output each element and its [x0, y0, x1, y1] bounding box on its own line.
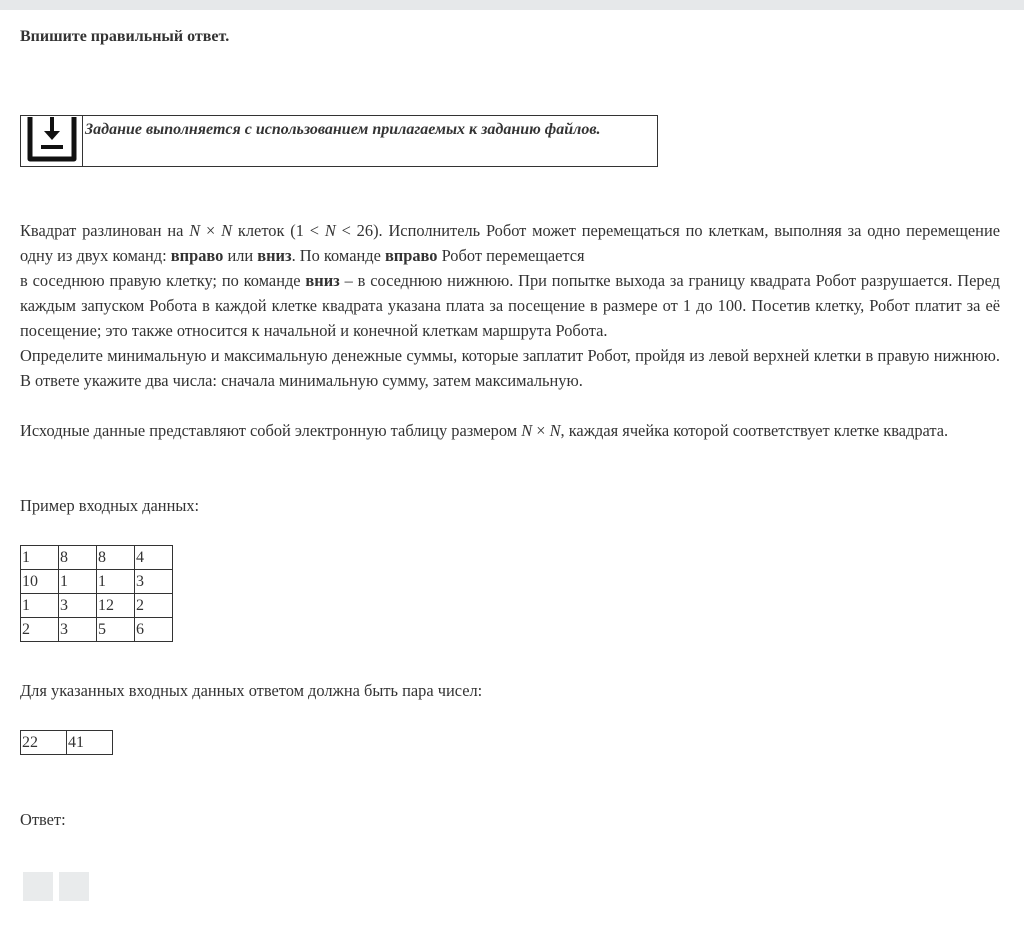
table-row [21, 731, 113, 755]
problem-paragraph-question: Определите минимальную и максимальную денежные суммы, которые заплатит Робот, пройдя из левой верхней клетки в правую нижнюю. В ответе укажите два числа: сначала минимальную сумму, затем максимальную. [20, 346, 1000, 390]
input-description: Исходные данные представляют собой электронную таблицу размером N × N, каждая ячейка которой соответствует клетке квадрата. [20, 421, 949, 440]
example-label: Пример входных данных: [20, 496, 200, 515]
answer-input-1[interactable] [23, 872, 53, 901]
table-cell: 1 [97, 570, 135, 594]
table-cell: 22 [21, 731, 67, 755]
table-cell: 1 [21, 594, 59, 618]
answer-input-2[interactable] [59, 872, 89, 901]
table-row [21, 570, 173, 594]
table-cell: 1 [21, 546, 59, 570]
command-down: вниз [305, 271, 340, 290]
attached-files-note [20, 115, 658, 167]
table-cell: 3 [59, 618, 97, 642]
table-row [21, 594, 173, 618]
table-cell: 5 [97, 618, 135, 642]
answer-intro: Для указанных входных данных ответом должна быть пара чисел: [20, 681, 483, 700]
table-cell: 3 [59, 594, 97, 618]
answer-label: Ответ: [20, 810, 66, 829]
table-cell: 3 [135, 570, 173, 594]
problem-paragraph-1: Квадрат разлинован на N × N клеток (1 < N < 26). Исполнитель Робот может перемещаться по клеткам, выполняя за одно перемещение одну из двух команд: вправо или вниз. По команде вправо Робот перемещается в соседнюю правую клетку; по команде вниз – в соседнюю нижнюю. При попытке выхода за границу квадрата Робот разрушается. Перед каждым запуском Робота в каждой клетке квадрата указана плата за посещение в размере от 1 до 100. Посетив клетку, Робот платит за её посещение; это также относится к начальной и конечной клеткам маршрута Робота. Определите минимальную и максимальную денежные суммы, которые заплатит Робот, пройдя из левой верхней клетки в правую нижнюю. В ответе укажите два числа: сначала минимальную сумму, затем максимальную. [20, 218, 1000, 393]
table-row [21, 618, 173, 642]
table-cell: 8 [97, 546, 135, 570]
table-cell: 2 [21, 618, 59, 642]
table-cell: 8 [59, 546, 97, 570]
table-cell: 12 [97, 594, 135, 618]
download-icon-graphic [26, 117, 78, 163]
table-cell: 4 [135, 546, 173, 570]
table-cell: 10 [21, 570, 59, 594]
command-down: вниз [257, 246, 292, 265]
top-bar [0, 0, 1024, 10]
attached-files-text: Задание выполняется с использованием прилагаемых к заданию файлов. [85, 121, 601, 138]
table-cell: 2 [135, 594, 173, 618]
table-cell: 1 [59, 570, 97, 594]
table-cell: 6 [135, 618, 173, 642]
command-right: вправо [170, 246, 224, 265]
answer-example-table [20, 730, 113, 755]
instruction-heading: Впишите правильный ответ. [20, 28, 230, 45]
download-icon[interactable] [21, 116, 83, 166]
table-row [21, 546, 173, 570]
command-right: вправо [384, 246, 438, 265]
sample-input-table [20, 545, 173, 642]
table-cell: 41 [67, 731, 113, 755]
